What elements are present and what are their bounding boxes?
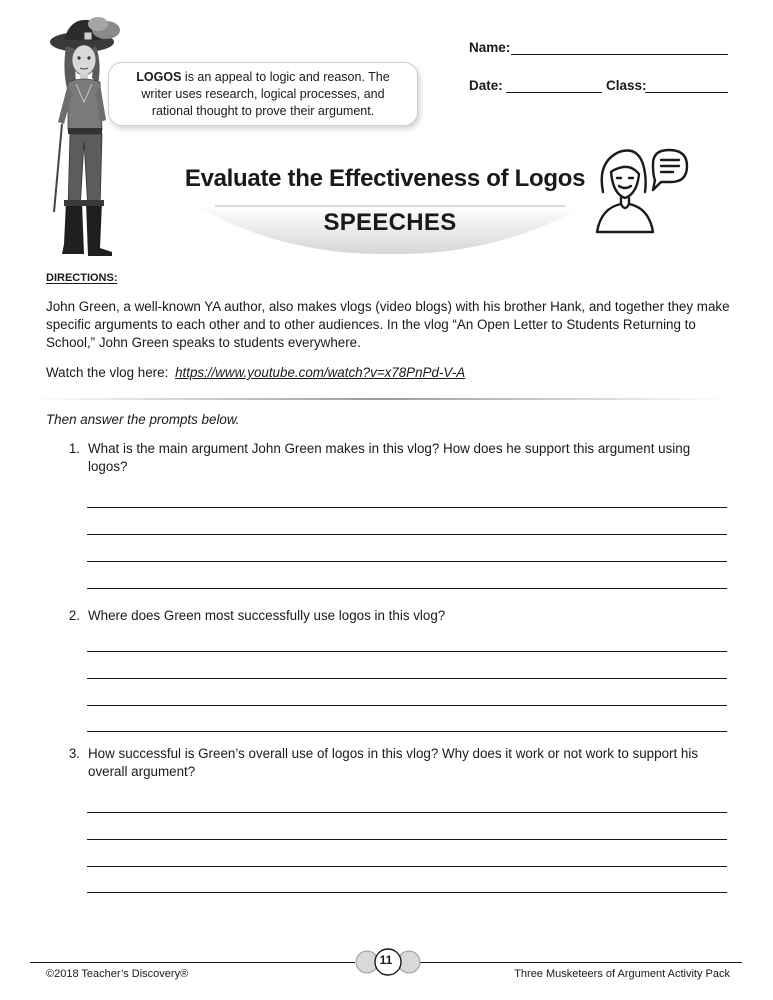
question-2-answer-line[interactable] — [87, 651, 727, 652]
question-2-answer-line[interactable] — [87, 705, 727, 706]
callout-line-1 — [109, 69, 417, 86]
watch-line — [46, 364, 736, 382]
watch-prefix: Watch the vlog here: — [46, 365, 169, 380]
page-subtitle: SPEECHES — [323, 209, 457, 236]
question-1-answer-line[interactable] — [87, 534, 727, 535]
question-3-answer-line[interactable] — [87, 892, 727, 893]
class-label: Class: — [606, 78, 647, 93]
date-label: Date: — [469, 78, 503, 93]
question-3-answer-line[interactable] — [87, 866, 727, 867]
callout-line-1-rest: is an appeal to logic and reason. The — [181, 70, 390, 84]
question-1-text: What is the main argument John Green makes in this vlog? How does he support this argument using logos? — [88, 441, 691, 474]
question-1-answer-line[interactable] — [87, 561, 727, 562]
copyright-notice: ©2018 Teacher’s Discovery® — [46, 968, 189, 980]
callout-line-2: writer uses research, logical processes, and — [141, 87, 385, 101]
musketeer-character-illustration — [40, 12, 130, 262]
question-2-number: 2. — [68, 608, 80, 623]
question-3-answer-line[interactable] — [87, 839, 727, 840]
page-number: 11 — [379, 953, 393, 967]
footer-rule-left — [30, 962, 355, 963]
question-3-number: 3. — [68, 746, 80, 761]
speaker-with-speech-bubble-icon — [591, 142, 695, 240]
instructions-then: Then answer the prompts below. — [46, 412, 240, 427]
callout-term: LOGOS — [136, 70, 182, 84]
question-2-answer-line[interactable] — [87, 678, 727, 679]
activity-pack-title: Three Musketeers of Argument Activity Pack — [514, 968, 730, 980]
question-3-text: How successful is Green’s overall use of logos in this vlog? Why does it work or not work to support his overall argument? — [88, 746, 699, 779]
page-title: Evaluate the Effectiveness of Logos — [184, 165, 586, 192]
directions-label: DIRECTIONS: — [46, 272, 118, 284]
logos-definition-callout — [108, 62, 418, 126]
question-1-answer-line[interactable] — [87, 507, 727, 508]
class-field[interactable] — [645, 78, 728, 93]
date-field[interactable] — [506, 78, 602, 93]
question-1-answer-line[interactable] — [87, 588, 727, 589]
question-1-number: 1. — [68, 441, 80, 456]
section-divider — [30, 396, 730, 402]
question-3-answer-line[interactable] — [87, 812, 727, 813]
callout-line-3: rational thought to prove their argument. — [151, 104, 375, 118]
name-field[interactable] — [511, 40, 728, 55]
question-2-answer-line[interactable] — [87, 731, 727, 732]
name-label: Name: — [469, 40, 511, 55]
vlog-link[interactable]: https://www.youtube.com/watch?v=x78PnPd-V-A — [175, 365, 466, 380]
directions-paragraph: John Green, a well-known YA author, also makes vlogs (video blogs) with his brother Hank, and together they make specific arguments to each other and to other audiences. In the vlog “An Open Letter to Students Returning to School,” John Green speaks to students everywhere. — [46, 299, 730, 350]
footer-rule-right — [420, 962, 742, 963]
question-2-text: Where does Green most successfully use logos in this vlog? — [88, 608, 446, 623]
